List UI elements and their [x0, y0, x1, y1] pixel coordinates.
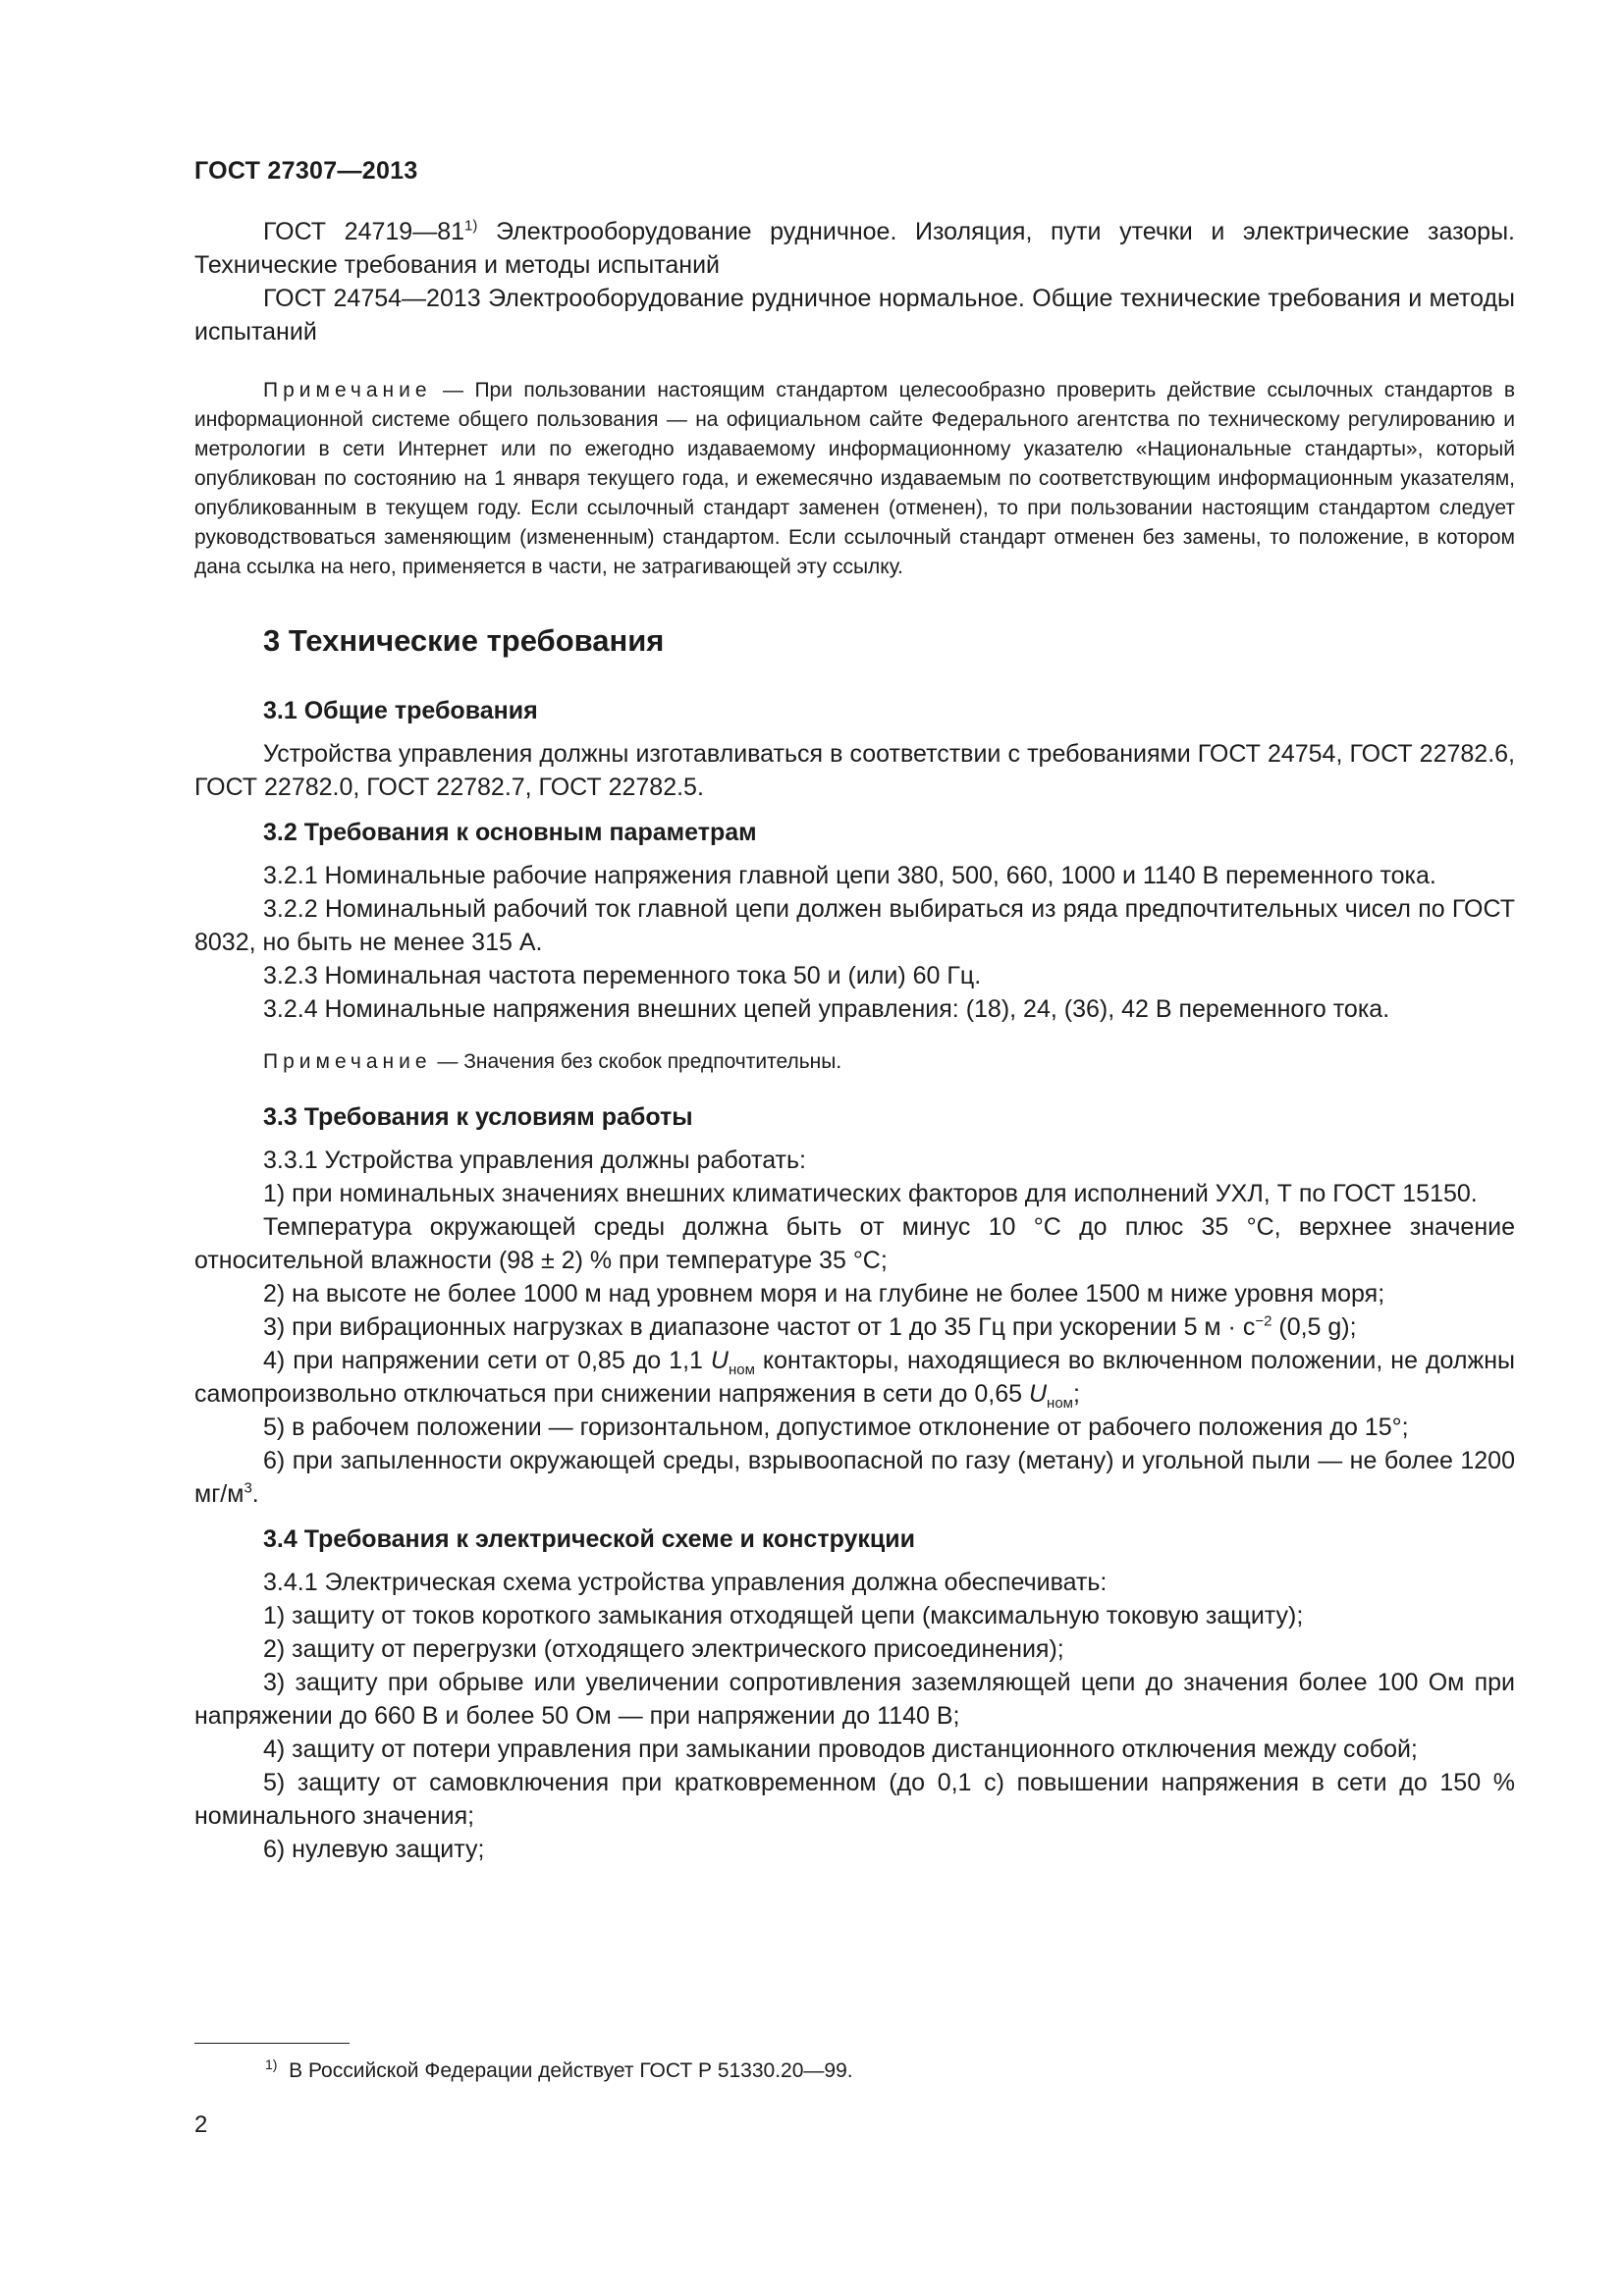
footnote-marker: 1) — [464, 217, 478, 235]
clause-3-2-4: 3.2.4 Номинальные напряжения внешних цепей управления: (18), 24, (36), 42 В переменного тока. — [263, 995, 1390, 1023]
list-item-3-4-1-4: 4) защиту от потери управления при замыкании проводов дистанционного отключения между собой; — [263, 1735, 1418, 1763]
note-label: Примечание — [263, 379, 432, 401]
list-item-3-3-1-5: 5) в рабочем положении — горизонтальном, допустимое отклонение от рабочего положения до 15°; — [263, 1414, 1409, 1441]
list-item-3-4-1-3: 3) защиту при обрыве или увеличении сопротивления заземляющей цепи до значения более 100 Ом при напряжении до 660 В и более 50 Ом — при напряжении до 1140 В; — [194, 1669, 1515, 1730]
text-part: 4) при напряжении сети от 0,85 до 1,1 — [263, 1347, 711, 1374]
note-label: Примечание — [263, 1050, 432, 1073]
reference-code: ГОСТ 24754—2013 — [263, 285, 481, 312]
reference-gost-24719 — [194, 215, 1515, 282]
note-3-2 — [194, 1047, 1515, 1077]
reference-title: Электрооборудование рудничное нормальное. Общие технические требования и методы испытаний — [194, 285, 1516, 346]
text-part: 3) при вибрационных нагрузках в диапазоне частот от 1 до 35 Гц при ускорении 5 м · с — [263, 1313, 1256, 1341]
voltage-subscript: ном — [1047, 1395, 1073, 1412]
clause-3-3-1: 3.3.1 Устройства управления должны работать: — [263, 1147, 806, 1174]
footnote-divider — [194, 2043, 350, 2044]
clause-3-2-2: 3.2.2 Номинальный рабочий ток главной цепи должен выбираться из ряда предпочтительных чисел по ГОСТ 8032, но быть не менее 315 А. — [194, 895, 1515, 956]
list-item-3-3-1-3 — [194, 1310, 1515, 1344]
voltage-symbol: U — [710, 1347, 729, 1374]
clause-3-2-3: 3.2.3 Номинальная частота переменного тока 50 и (или) 60 Гц. — [263, 962, 982, 989]
reference-title: Электрооборудование рудничное. Изоляция, пути утечки и электрические зазоры. Технические требования и методы испытаний — [194, 218, 1515, 279]
text-part: . — [251, 1480, 259, 1508]
clause-3-4-1: 3.4.1 Электрическая схема устройства управления должна обеспечивать: — [263, 1569, 1108, 1596]
temperature-requirement: Температура окружающей среды должна быть от минус 10 °С до плюс 35 °С, верхнее значение относительной влажности (98 ± 2) % при температуре 35 °С; — [194, 1213, 1515, 1274]
footnote-marker: 1) — [265, 2056, 278, 2072]
subsection-3-1-text: Устройства управления должны изготавливаться в соответствии с требованиями ГОСТ 24754, ГОСТ 22782.6, ГОСТ 22782.0, ГОСТ 22782.7, ГОСТ 22782.5. — [194, 740, 1515, 801]
subsection-3-3-title: 3.3 Требования к условиям работы — [263, 1103, 693, 1131]
text-part: 6) при запыленности окружающей среды, взрывоопасной по газу (метану) и угольной пыли — не более 1200 мг/м — [194, 1447, 1515, 1508]
subsection-3-2-title: 3.2 Требования к основным параметрам — [263, 819, 757, 846]
list-item-3-3-1-4 — [194, 1344, 1515, 1411]
page-number: 2 — [194, 2111, 208, 2138]
list-item-3-3-1-1: 1) при номинальных значениях внешних климатических факторов для исполнений УХЛ, Т по ГОСТ 15150. — [263, 1180, 1478, 1207]
list-item-3-3-1-6 — [194, 1444, 1515, 1511]
list-item-3-3-1-2: 2) на высоте не более 1000 м над уровнем моря и на глубине не более 1500 м ниже уровня моря; — [263, 1280, 1385, 1308]
reference-code: ГОСТ 24719—81 — [263, 218, 465, 245]
list-item-3-4-1-1: 1) защиту от токов короткого замыкания отходящей цепи (максимальную токовую защиту); — [263, 1602, 1304, 1629]
list-item-3-4-1-2: 2) защиту от перегрузки (отходящего электрического присоединения); — [263, 1635, 1064, 1663]
subsection-3-4-title: 3.4 Требования к электрической схеме и конструкции — [263, 1525, 916, 1553]
footnote-text: В Российской Федерации действует ГОСТ Р 51330.20—99. — [289, 2059, 853, 2082]
note-3-2-block — [194, 1047, 1515, 1077]
text-part: (0,5 g); — [1271, 1313, 1357, 1341]
reference-gost-24754 — [194, 282, 1515, 348]
note-references — [194, 376, 1515, 582]
exponent: 3 — [243, 1479, 252, 1497]
subsection-3-1-title: 3.1 Общие требования — [263, 697, 538, 724]
list-item-3-4-1-5: 5) защиту от самовключения при кратковременном (до 0,1 с) повышении напряжения в сети до 150 % номинального значения; — [194, 1769, 1515, 1830]
footnote — [265, 2056, 853, 2086]
note-text: — Значения без скобок предпочтительны. — [431, 1050, 842, 1073]
text-part: ; — [1072, 1380, 1080, 1408]
clause-3-2-1: 3.2.1 Номинальные рабочие напряжения главной цепи 380, 500, 660, 1000 и 1140 В переменного тока. — [263, 862, 1436, 889]
voltage-subscript: ном — [728, 1362, 755, 1378]
document-code-header: ГОСТ 27307—2013 — [194, 157, 418, 185]
exponent: −2 — [1255, 1312, 1272, 1330]
document-page — [194, 157, 1515, 1866]
note-text: — При пользовании настоящим стандартом целесообразно проверить действие ссылочных стандартов в информационной системе общего пользования — на официальном сайте Федерального агентства по техническому регулированию и метрологии в сети Интернет или по ежегодно издаваемому информационному указателю «Национальные стандарты», который опубликован по состоянию на 1 января текущего года, и ежемесячно издаваемым по соответствующим информационным указателям, опубликованным в текущем году. Если ссылочный стандарт заменен (отменен), то при пользовании настоящим стандартом следует руководствоваться заменяющим (измененным) стандартом. Если ссылочный стандарт отменен без замены, то положение, в котором дана ссылка на него, применяется в части, не затрагивающей эту ссылку. — [194, 379, 1515, 578]
voltage-symbol: U — [1028, 1380, 1048, 1408]
section-3-title: 3 Технические требования — [263, 623, 665, 658]
list-item-3-4-1-6: 6) нулевую защиту; — [263, 1836, 485, 1863]
text-part: контакторы, находящиеся во включенном положении, не должны самопроизвольно отключаться при снижении напряжения в сети до 0,65 — [194, 1347, 1515, 1408]
